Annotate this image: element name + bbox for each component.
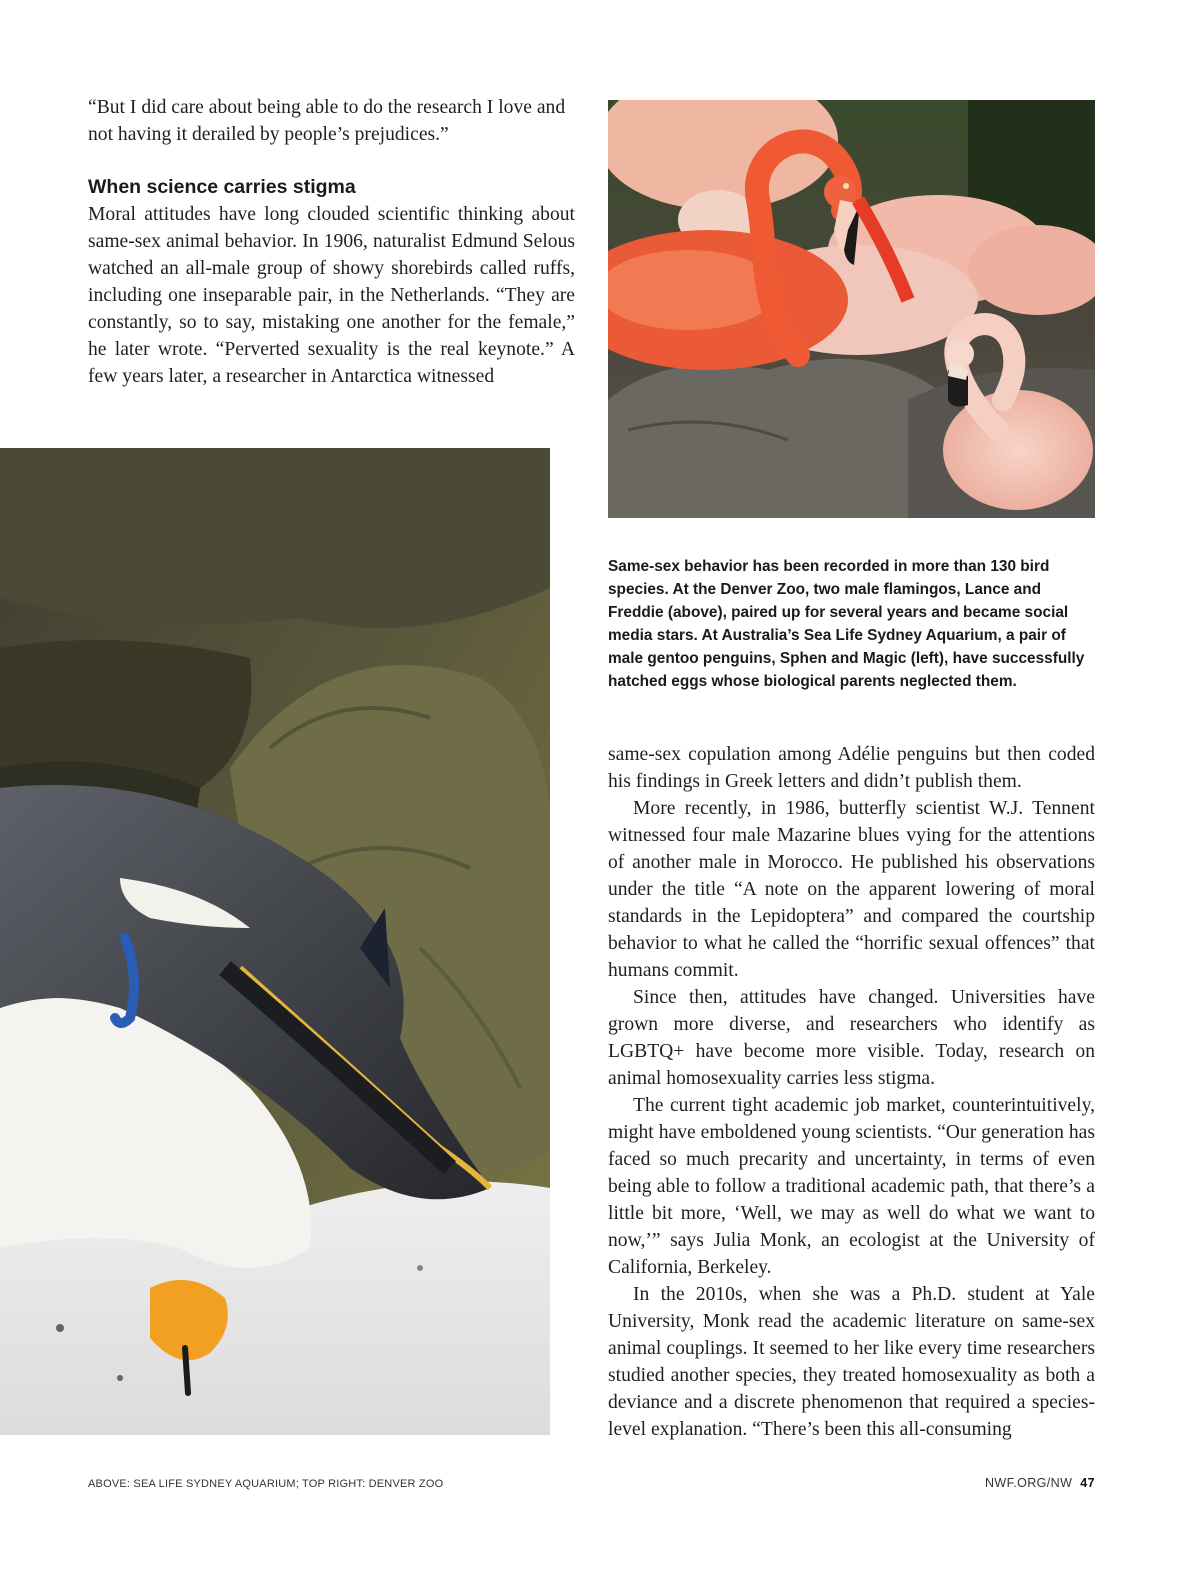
flamingos-photo xyxy=(608,100,1095,518)
continued-paragraph-4: The current tight academic job market, counterintuitively, might have emboldened young scientists. “Our generation has faced so much precarity and uncertainty, in terms of even being able to follow a traditional academic path, that there’s a little bit more, ‘Well, we may as well do what we want to now,’” says Julia Monk, an ecologist at the University of California, Berkeley. xyxy=(608,1095,1095,1278)
photo-credit: ABOVE: SEA LIFE SYDNEY AQUARIUM; TOP RIGHT: DENVER ZOO xyxy=(88,1478,444,1490)
section-heading: When science carries stigma xyxy=(88,176,356,198)
top-text-column xyxy=(88,94,575,390)
continued-paragraph-2: More recently, in 1986, butterfly scientist W.J. Tennent witnessed four male Mazarine blues vying for the attentions of another male in Morocco. He published his observations under the title “A note on the apparent lowering of moral standards in the Lepidoptera” and compared the courtship behavior to what he called the “horrific sexual offences” that humans commit. xyxy=(608,798,1095,981)
page-footer xyxy=(985,1476,1095,1490)
right-text-column xyxy=(608,741,1095,1443)
continued-paragraph-5: In the 2010s, when she was a Ph.D. student at Yale University, Monk read the academic literature on same-sex animal couplings. It seemed to her like every time researchers studied another species, they treated homosexuality as both a deviance and a discrete phenomenon that required a species-level explanation. “There’s been this all-consuming xyxy=(608,1284,1095,1440)
site-url: NWF.ORG/NW xyxy=(984,1476,1073,1490)
penguin-photo xyxy=(0,448,550,1435)
continued-paragraph-3: Since then, attitudes have changed. Universities have grown more diverse, and researchers who identify as LGBTQ+ have become more visible. Today, research on animal homosexuality carries less stigma. xyxy=(608,987,1095,1089)
section-paragraph-1: Moral attitudes have long clouded scientific thinking about same-sex animal behavior. In 1906, naturalist Edmund Selous watched an all-male group of showy shorebirds called ruffs, including one inseparable pair, in the Netherlands. “They are constantly, so to say, mistaking one another for the female,” he later wrote. “Perverted sexuality is the real keynote.” A few years later, a researcher in Antarctica witnessed xyxy=(88,204,575,387)
intro-quote: “But I did care about being able to do the research I love and not having it derailed by people’s prejudices.” xyxy=(88,97,566,145)
photo-caption: Same-sex behavior has been recorded in more than 130 bird species. At the Denver Zoo, two male flamingos, Lance and Freddie (above), paired up for several years and became social media stars. At Australia’s Sea Life Sydney Aquarium, a pair of male gentoo penguins, Sphen and Magic (left), have successfully hatched eggs whose biological parents neglected them. xyxy=(608,558,1085,690)
page-number: 47 xyxy=(1080,1476,1095,1490)
continued-paragraph-1: same-sex copulation among Adélie penguins but then coded his findings in Greek letters and didn’t publish them. xyxy=(608,744,1095,792)
